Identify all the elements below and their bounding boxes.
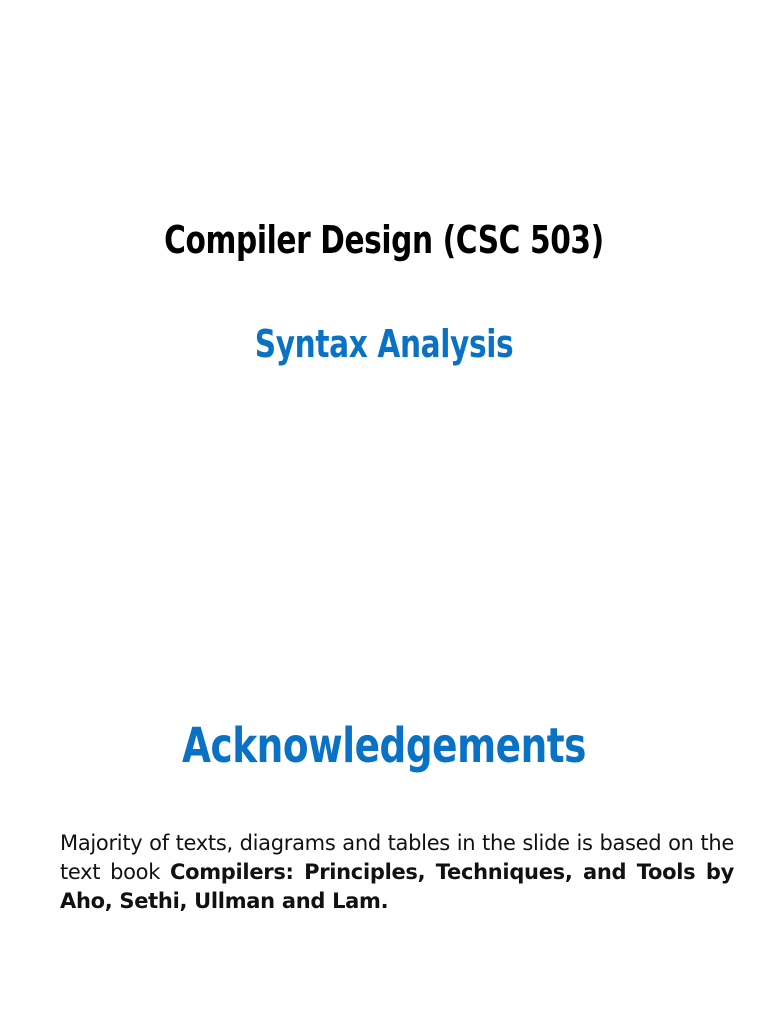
course-title: Compiler Design (CSC 503) [164,218,604,262]
acknowledgements-heading: Acknowledgements [181,718,587,774]
acknowledgements-body [60,829,734,916]
lecture-subtitle: Syntax Analysis [254,322,514,366]
acknowledgements-text: Majority of texts, diagrams and tables in the slide is based on the text book [60,831,734,884]
acknowledgements-slide [0,512,768,1024]
textbook-reference: Compilers: Principles, Techniques, and Tools by Aho, Sethi, Ullman and Lam. [60,860,734,913]
